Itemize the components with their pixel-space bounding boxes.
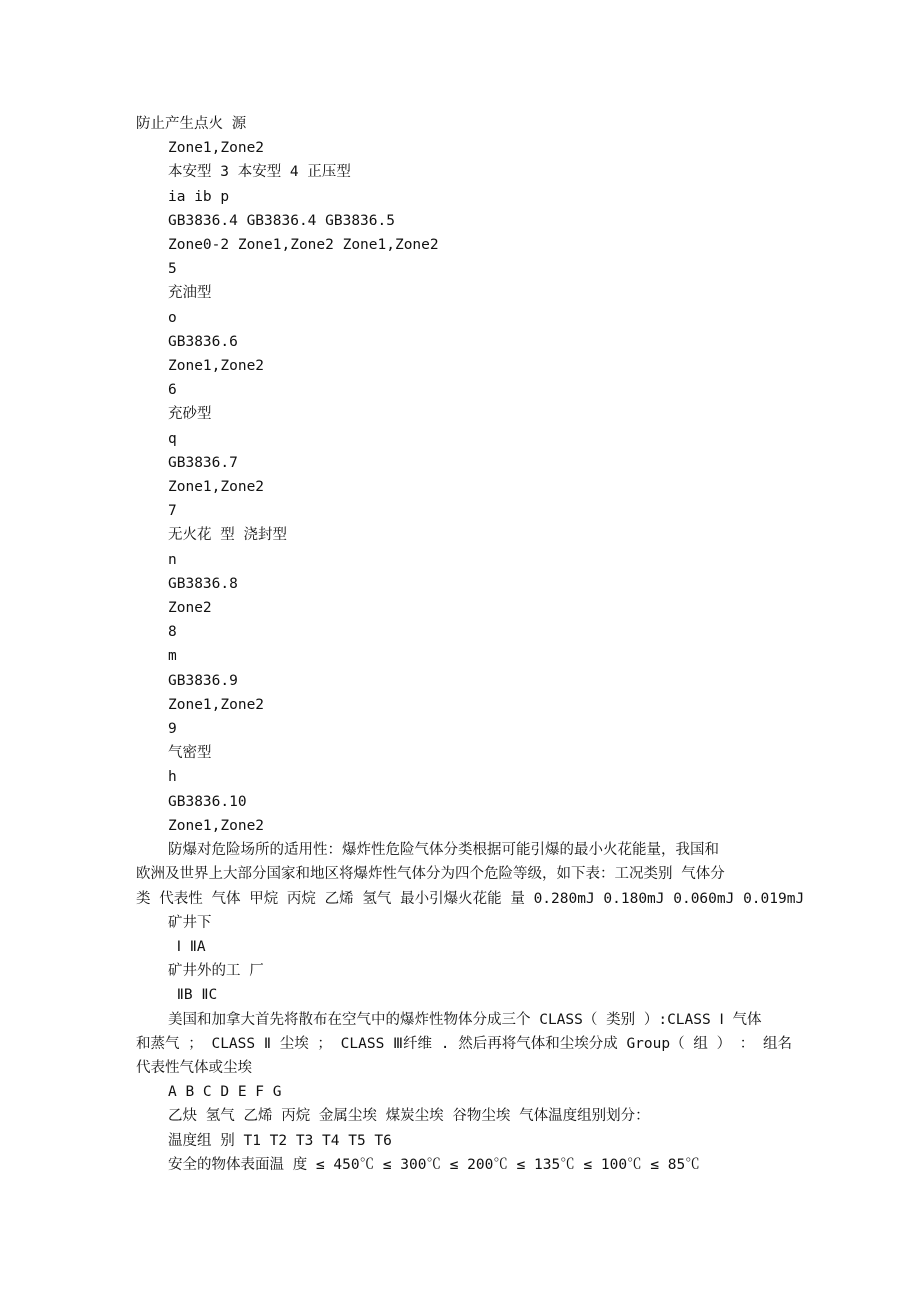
text-line: 6 [168,382,177,399]
text-line: 防爆对危险场所的适用性：爆炸性危险气体分类根据可能引爆的最小火花能量，我国和 [168,842,719,859]
text-line: ⅡB ⅡC [168,987,218,1004]
text-line: o [168,309,177,326]
text-line: Zone1,Zone2 [168,696,265,713]
text-line: 防止产生点火 源 [136,116,247,132]
text-line: GB3836.10 [168,793,247,810]
text-line: 欧洲及世界上大部分国家和地区将爆炸性气体分为四个危险等级，如下表：工况类别 气体分 [136,866,725,883]
text-line: 充油型 [168,285,212,302]
text-line: 美国和加拿大首先将散布在空气中的爆炸性物体分成三个 CLASS（ 类别 ）:CLASS Ⅰ 气体 [168,1011,762,1028]
text-line: Zone1,Zone2 [168,140,265,157]
text-line: 本安型 3 本安型 4 正压型 [168,164,351,181]
text-line: GB3836.7 [168,454,238,471]
text-line: Zone0-2 Zone1,Zone2 Zone1,Zone2 [168,237,439,254]
text-line: Zone1,Zone2 [168,817,265,834]
text-line: GB3836.9 [168,672,238,689]
text-line: Ⅰ ⅡA [168,938,206,955]
text-line: 矿井下 [168,914,212,931]
text-line: GB3836.4 GB3836.4 GB3836.5 [168,212,395,229]
text-line: 类 代表性 气体 甲烷 丙烷 乙烯 氢气 最小引爆火花能 量 0.280mJ 0.180mJ 0.060mJ 0.019mJ [136,890,805,907]
text-line: Zone1,Zone2 [168,479,265,496]
text-line: 8 [168,624,177,641]
text-line: 安全的物体表面温 度 ≤ 450℃ ≤ 300℃ ≤ 200℃ ≤ 135℃ ≤ 100℃ ≤ 85℃ [168,1156,700,1173]
text-line: 7 [168,503,177,520]
text-line: 矿井外的工 厂 [168,963,264,980]
text-line: Zone2 [168,600,212,617]
text-line: 9 [168,721,177,738]
text-line: 和蒸气 ； CLASS Ⅱ 尘埃 ； CLASS Ⅲ纤维 . 然后再将气体和尘埃分成 Group（ 组 ） ： 组名 [136,1035,793,1052]
text-line: m [168,648,177,665]
text-line: 5 [168,261,177,278]
text-line: GB3836.6 [168,333,238,350]
text-line: n [168,551,177,568]
text-line: 气密型 [168,745,212,762]
text-line: h [168,769,177,786]
text-line: q [168,430,177,447]
text-line: 无火花 型 浇封型 [168,527,287,544]
text-line: A B C D E F G [168,1084,282,1101]
text-line: Zone1,Zone2 [168,358,265,375]
text-line: 温度组 别 T1 T2 T3 T4 T5 T6 [168,1132,392,1149]
text-line: 乙炔 氢气 乙烯 丙烷 金属尘埃 煤炭尘埃 谷物尘埃 气体温度组别划分： [168,1108,650,1125]
text-line: 充砂型 [168,406,212,423]
text-line: 代表性气体或尘埃 [136,1059,252,1076]
text-line: GB3836.8 [168,575,238,592]
document-body [136,112,826,1177]
text-line: ia ib p [168,188,230,205]
